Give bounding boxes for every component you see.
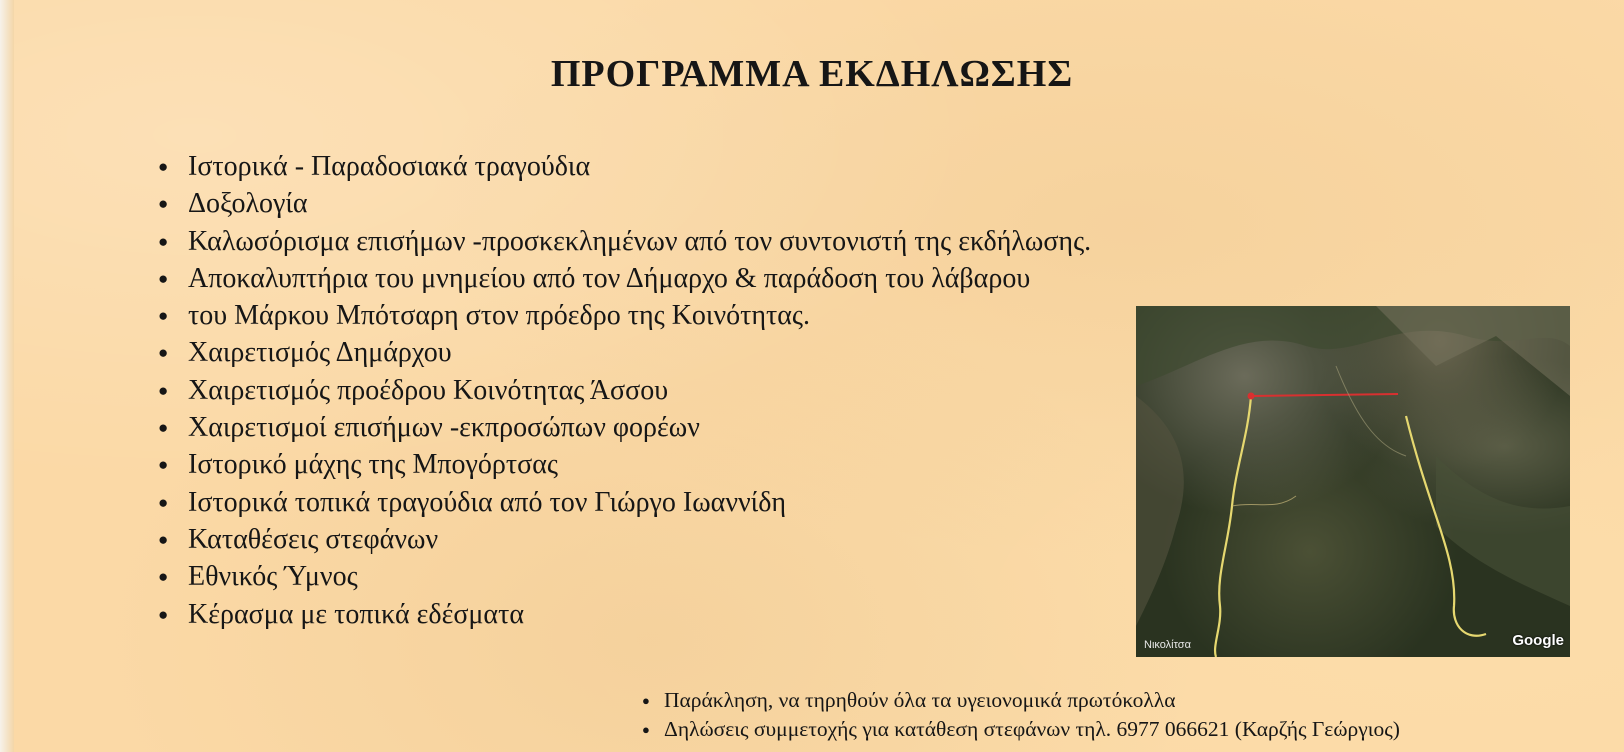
program-item: ● Δοξολογία (158, 185, 1091, 222)
program-item: ● Ιστορικά τοπικά τραγούδια από τον Γιώργο Ιωαννίδη (158, 484, 1091, 521)
program-item: ● Ιστορικά - Παραδοσιακά τραγούδια (158, 148, 1091, 185)
program-item: ● Χαιρετισμός Δημάρχου (158, 334, 1091, 371)
page-title: ΠΡΟΓΡΑΜΜΑ ΕΚΔΗΛΩΣΗΣ (550, 53, 1074, 95)
program-item: ● Χαιρετισμοί επισήμων -εκπροσώπων φορέων (158, 409, 1091, 446)
satellite-map-image (1136, 306, 1570, 657)
program-item: ● του Μάρκου Μπότσαρη στον πρόεδρο της Κοινότητας. (158, 297, 1091, 334)
map-terrain (1136, 306, 1570, 657)
note-item: ● Δηλώσεις συμμετοχής για κατάθεση στεφάνων τηλ. 6977 066621 (Καρζής Γεώργιος) (642, 715, 1400, 744)
map-village-label: Νικολίτσα (1144, 639, 1191, 651)
paper-edge (0, 0, 14, 752)
program-item: ● Καλωσόρισμα επισήμων -προσκεκλημένων από τον συντονιστή της εκδήλωσης. (158, 223, 1091, 260)
program-item: ● Χαιρετισμός προέδρου Κοινότητας Άσσου (158, 372, 1091, 409)
program-item: ● Εθνικός Ύμνος (158, 558, 1091, 595)
program-item: ● Αποκαλυπτήρια του μνημείου από τον Δήμαρχο & παράδοση του λάβαρου (158, 260, 1091, 297)
program-item: ● Κέρασμα με τοπικά εδέσματα (158, 596, 1091, 633)
notes-list (642, 686, 1400, 744)
program-list (158, 148, 1091, 633)
program-item: ● Ιστορικό μάχης της Μπογόρτσας (158, 446, 1091, 483)
program-item: ● Καταθέσεις στεφάνων (158, 521, 1091, 558)
note-item: ● Παράκληση, να τηρηθούν όλα τα υγειονομικά πρωτόκολλα (642, 686, 1400, 715)
google-logo: Google (1512, 632, 1564, 649)
